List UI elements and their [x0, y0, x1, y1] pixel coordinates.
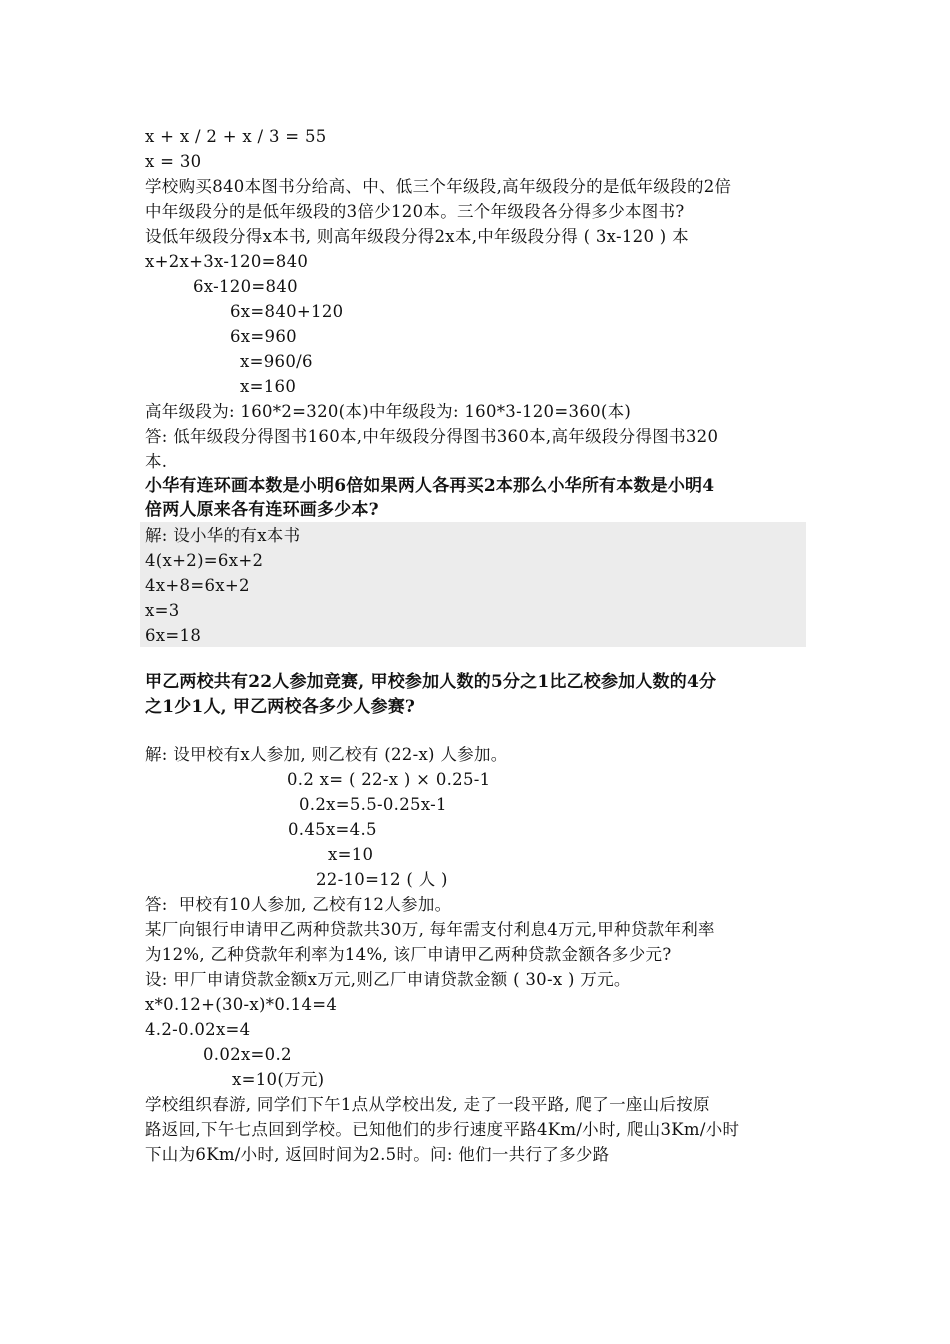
equation-line: 0.2 x= ( 22-x ) × 0.25-1 — [287, 770, 491, 789]
answer-line: 本. — [145, 452, 168, 471]
problem-text: 中年级段分的是低年级段的3倍少120本。三个年级段各分得多少本图书? — [145, 202, 685, 221]
solution-setup: 设低年级段分得x本书, 则高年级段分得2x本,中年级段分得 ( 3x-120 ) 本 — [145, 227, 689, 246]
problem-text: 为12%, 乙种贷款年利率为14%, 该厂申请甲乙两种贷款金额各多少元? — [145, 945, 672, 964]
equation-line: x=3 — [145, 601, 180, 620]
solution-setup: 解: 设甲校有x人参加, 则乙校有 (22-x) 人参加。 — [145, 745, 508, 764]
equation-line: x+2x+3x-120=840 — [145, 252, 309, 271]
equation-line: x + x / 2 + x / 3 = 55 — [145, 127, 327, 146]
problem-heading: 之1少1人, 甲乙两校各多少人参赛? — [145, 697, 416, 717]
equation-line: 4x+8=6x+2 — [145, 576, 250, 595]
problem-heading: 倍两人原来各有连环画多少本? — [145, 500, 379, 520]
problem-text: 某厂向银行申请甲乙两种贷款共30万, 每年需支付利息4万元,甲种贷款年利率 — [145, 920, 715, 939]
equation-line: 22-10=12 ( 人 ) — [316, 870, 448, 889]
problem-text: 路返回,下午七点回到学校。已知他们的步行速度平路4Km/小时, 爬山3Km/小时 — [145, 1120, 740, 1139]
equation-line: 6x=960 — [230, 327, 297, 346]
solution-setup: 解: 设小华的有x本书 — [145, 526, 301, 545]
equation-line: x*0.12+(30-x)*0.14=4 — [145, 995, 338, 1014]
problem-heading: 小华有连环画本数是小明6倍如果两人各再买2本那么小华所有本数是小明4 — [145, 476, 715, 496]
equation-line: x=160 — [240, 377, 297, 396]
equation-line: x=10 — [328, 845, 374, 864]
equation-line: 4(x+2)=6x+2 — [145, 551, 264, 570]
answer-line: 答: 甲校有10人参加, 乙校有12人参加。 — [145, 895, 452, 914]
answer-line: x = 30 — [145, 152, 202, 171]
equation-line: 6x-120=840 — [193, 277, 298, 296]
problem-text: 下山为6Km/小时, 返回时间为2.5时。问: 他们一共行了多少路 — [145, 1145, 610, 1164]
equation-line: 0.02x=0.2 — [203, 1045, 292, 1064]
equation-line: 6x=840+120 — [230, 302, 344, 321]
problem-heading: 甲乙两校共有22人参加竞赛, 甲校参加人数的5分之1比乙校参加人数的4分 — [145, 672, 717, 692]
equation-line: 0.2x=5.5-0.25x-1 — [299, 795, 447, 814]
equation-line: 6x=18 — [145, 626, 202, 645]
equation-line: 0.45x=4.5 — [288, 820, 377, 839]
equation-line: x=960/6 — [240, 352, 313, 371]
solution-setup: 设: 甲厂申请贷款金额x万元,则乙厂申请贷款金额 ( 30-x ) 万元。 — [145, 970, 631, 989]
problem-text: 学校购买840本图书分给高、中、低三个年级段,高年级段分的是低年级段的2倍 — [145, 177, 732, 196]
equation-line: x=10(万元) — [232, 1070, 325, 1089]
equation-line: 4.2-0.02x=4 — [145, 1020, 251, 1039]
problem-text: 学校组织春游, 同学们下午1点从学校出发, 走了一段平路, 爬了一座山后按原 — [145, 1095, 710, 1114]
result-line: 高年级段为: 160*2=320(本)中年级段为: 160*3-120=360(本) — [145, 402, 632, 421]
answer-line: 答: 低年级段分得图书160本,中年级段分得图书360本,高年级段分得图书320 — [145, 427, 719, 446]
